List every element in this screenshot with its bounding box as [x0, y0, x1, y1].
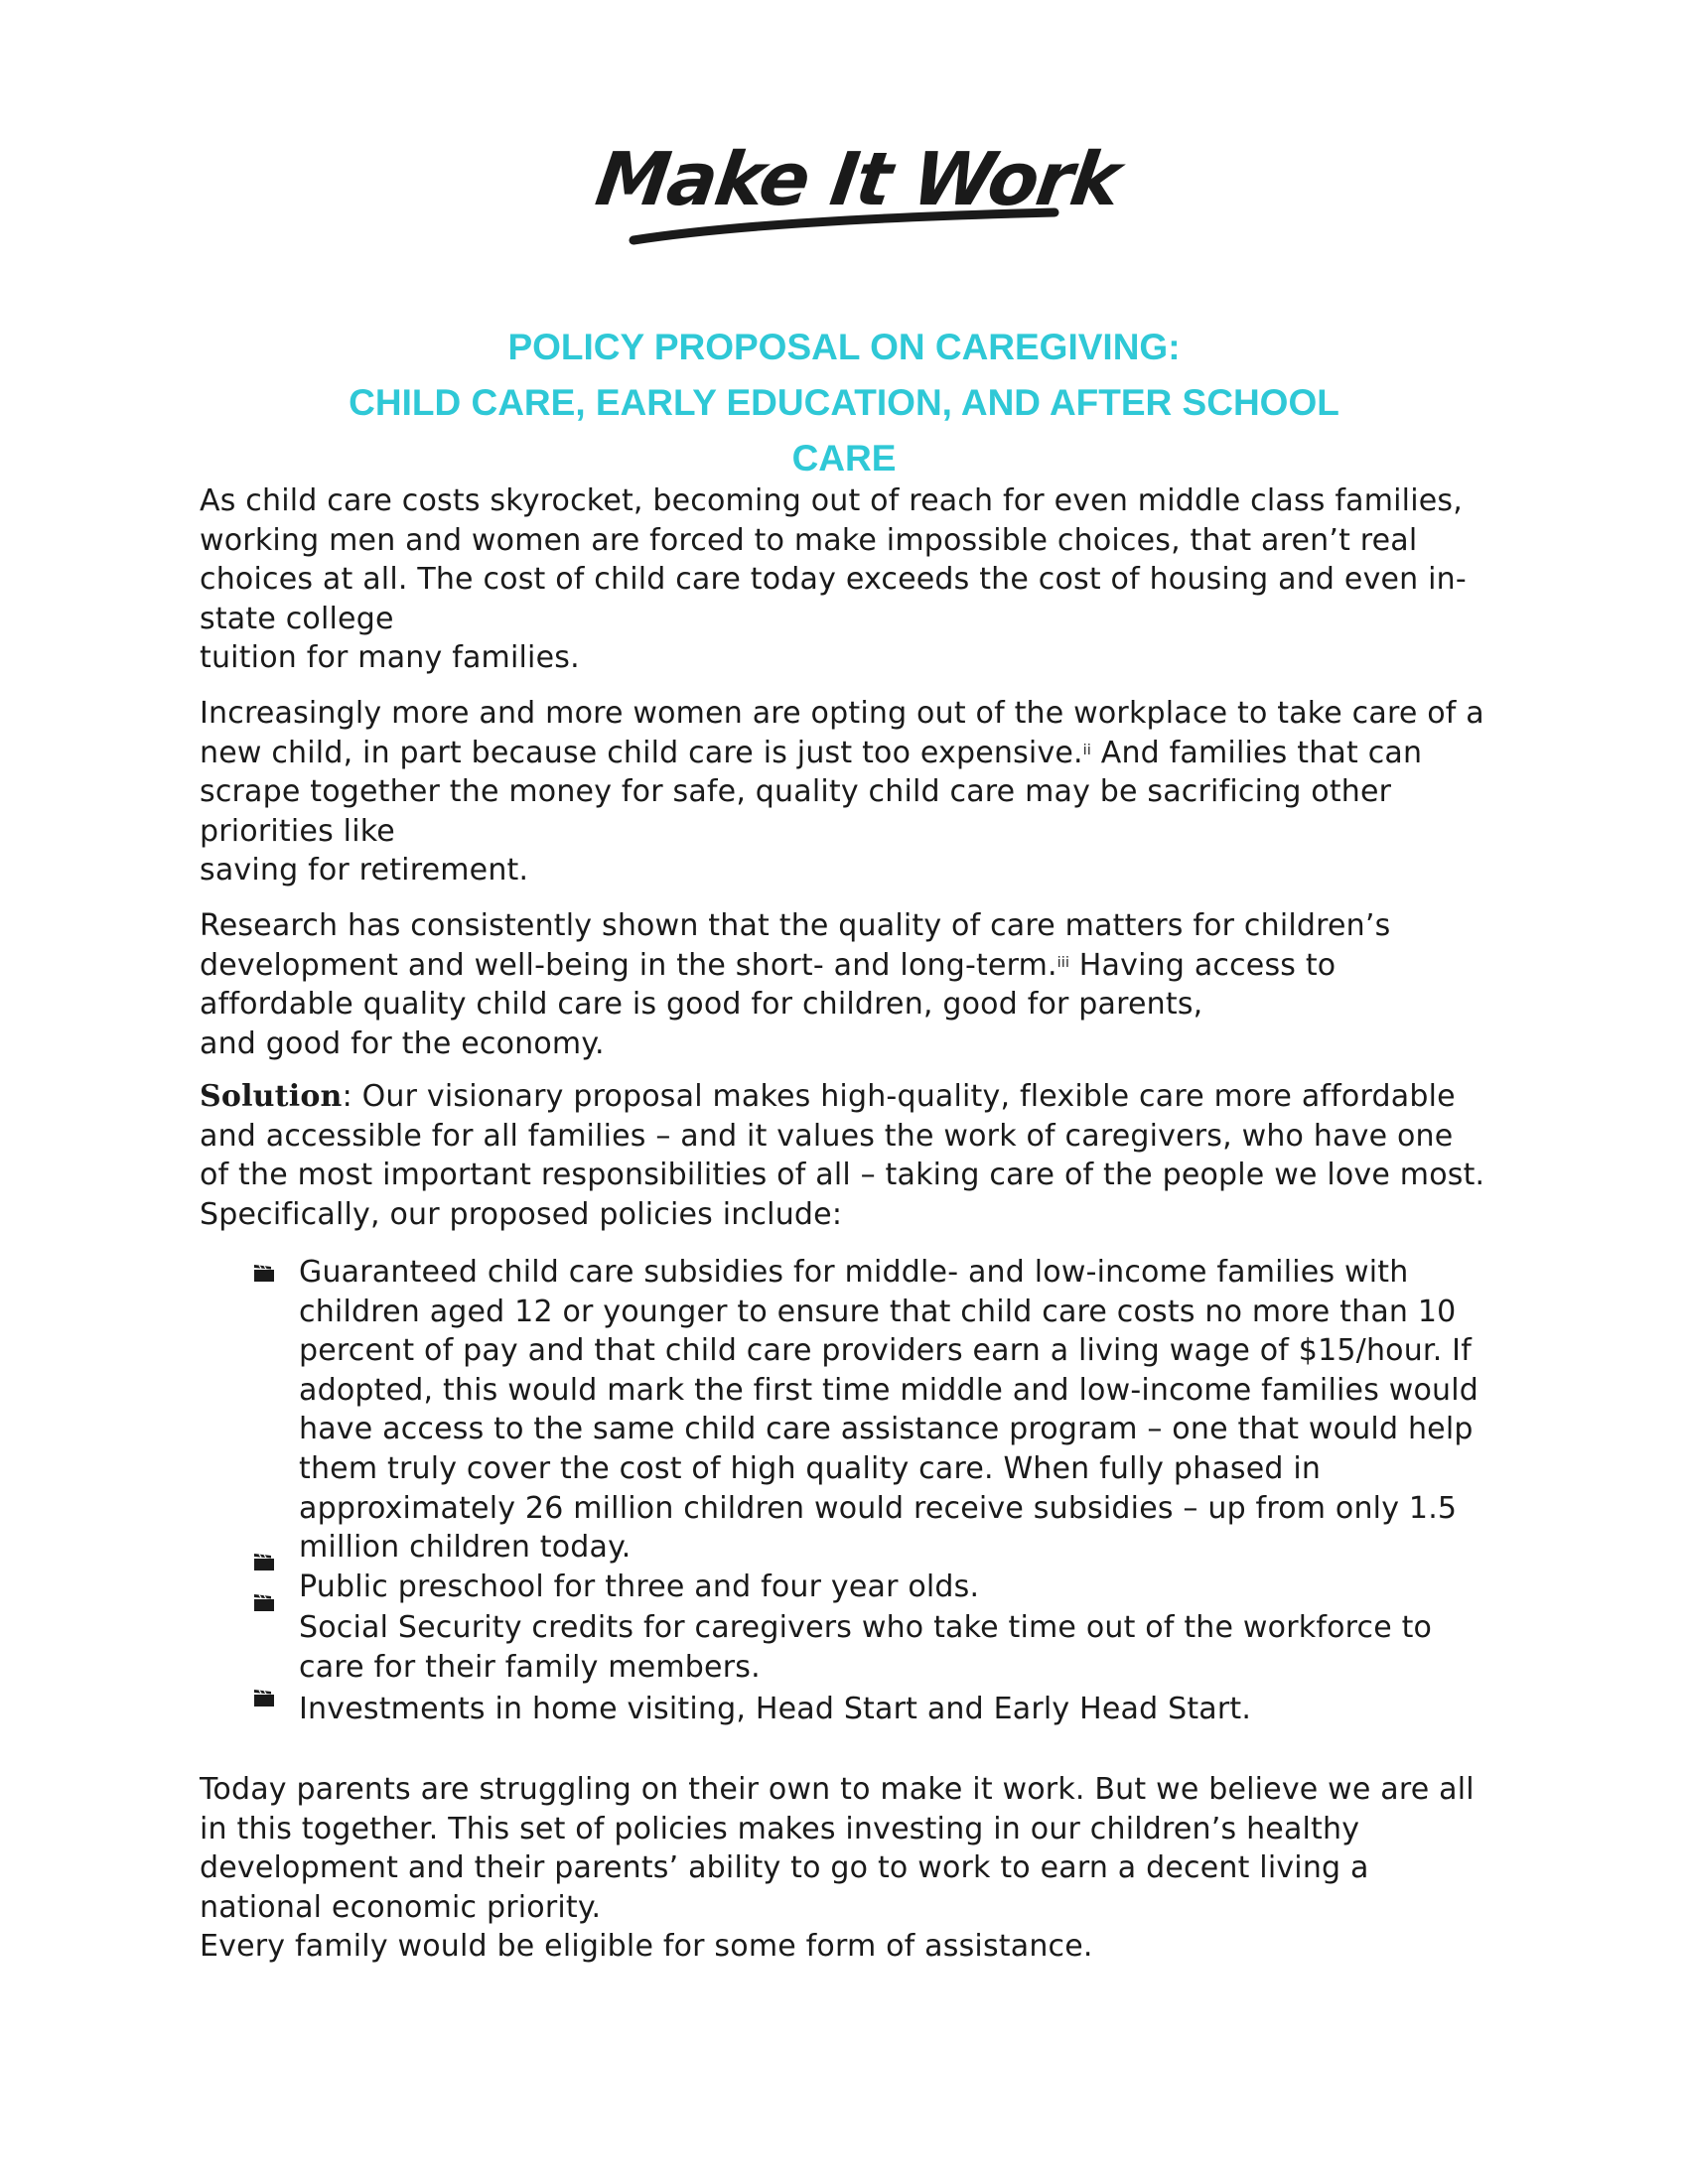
paragraph-research — [200, 906, 1490, 1061]
solution-label: Solution — [200, 1079, 343, 1114]
list-item-text: Guaranteed child care subsidies for middle- and low-income families with children aged 12 or younger to ensure that child care costs no more than 10 percent of pay and that child care providers earn a living wage of $15/hour. If adopted, this would mark the first time middle and low-income families would have access to the same child care assistance program – one that would help them truly cover the cost of high quality care. When fully phased in approximately 26 million children would receive subsidies – up from only 1.5 million children today. — [299, 1255, 1479, 1566]
clapperboard-icon — [254, 1594, 274, 1611]
paragraph-research-clipped: and good for the economy. — [200, 1025, 605, 1061]
paragraph-women-workplace — [200, 694, 1490, 888]
list-item — [250, 1568, 1491, 1607]
paragraph-research-text-2: Having access to affordable quality child care is good for children, good for parents, — [200, 947, 1336, 1023]
endnote-ref-ii[interactable]: ii — [1082, 742, 1091, 758]
paragraph-women-text-2: And families that can scrape together the money for safe, quality child care may be sacrificing other priorities like — [200, 735, 1423, 849]
clapperboard-icon — [254, 1554, 274, 1570]
make-it-work-logo — [591, 117, 1125, 256]
paragraph-cost — [200, 481, 1490, 676]
endnote-ref-iii[interactable]: iii — [1056, 954, 1070, 971]
paragraph-conclusion — [200, 1770, 1490, 1965]
clapperboard-icon — [254, 1690, 274, 1706]
paragraph-solution-text: : Our visionary proposal makes high-quality, flexible care more affordable and accessible for all families – and it values the work of caregivers, who have one of the most important responsibilities of all – taking care of the people we love most. Specifically, our proposed policies include: — [200, 1079, 1485, 1232]
paragraph-research-text: Research has consistently shown that the quality of care matters for children’s development and well-being in the short- and long-term. — [200, 908, 1391, 983]
paragraph-solution — [200, 1077, 1490, 1234]
policy-list — [250, 1253, 1491, 1726]
list-item — [250, 1690, 1491, 1726]
paragraph-conclusion-text: Today parents are struggling on their own to make it work. But we believe we are all in this together. This set of policies makes investing in our children’s healthy development and their parents’ ability to go to work to earn a decent living a national economic priority. — [200, 1772, 1475, 1925]
paragraph-women-text: Increasingly more and more women are opting out of the workplace to take care of a new child, in part because child care is just too expensive. — [200, 696, 1484, 770]
list-item-text: Public preschool for three and four year olds. — [299, 1569, 980, 1604]
title-line-2: CHILD CARE, EARLY EDUCATION, AND AFTER SCHOOL — [349, 382, 1339, 423]
paragraph-women-clipped: saving for retirement. — [200, 853, 529, 888]
list-item — [250, 1608, 1491, 1687]
list-item — [250, 1253, 1491, 1568]
logo-text: Make It Work — [591, 136, 1125, 222]
paragraph-cost-text: As child care costs skyrocket, becoming out of reach for even middle class families, working men and women are forced to make impossible choices, that aren’t real choices at all. The cost of child care today exceeds the cost of housing and even in-state college — [200, 483, 1467, 636]
list-item-text: Investments in home visiting, Head Start and Early Head Start. — [299, 1691, 1252, 1726]
paragraph-cost-clipped: tuition for many families. — [200, 640, 580, 676]
clapperboard-icon — [254, 1265, 274, 1282]
paragraph-conclusion-clipped: Every family would be eligible for some form of assistance. — [200, 1929, 1093, 1965]
title-line-1: POLICY PROPOSAL ON CAREGIVING: — [507, 327, 1181, 367]
list-item-text: Social Security credits for caregivers who take time out of the workforce to care for their family members. — [299, 1610, 1433, 1685]
title-line-3: CARE — [791, 438, 897, 478]
